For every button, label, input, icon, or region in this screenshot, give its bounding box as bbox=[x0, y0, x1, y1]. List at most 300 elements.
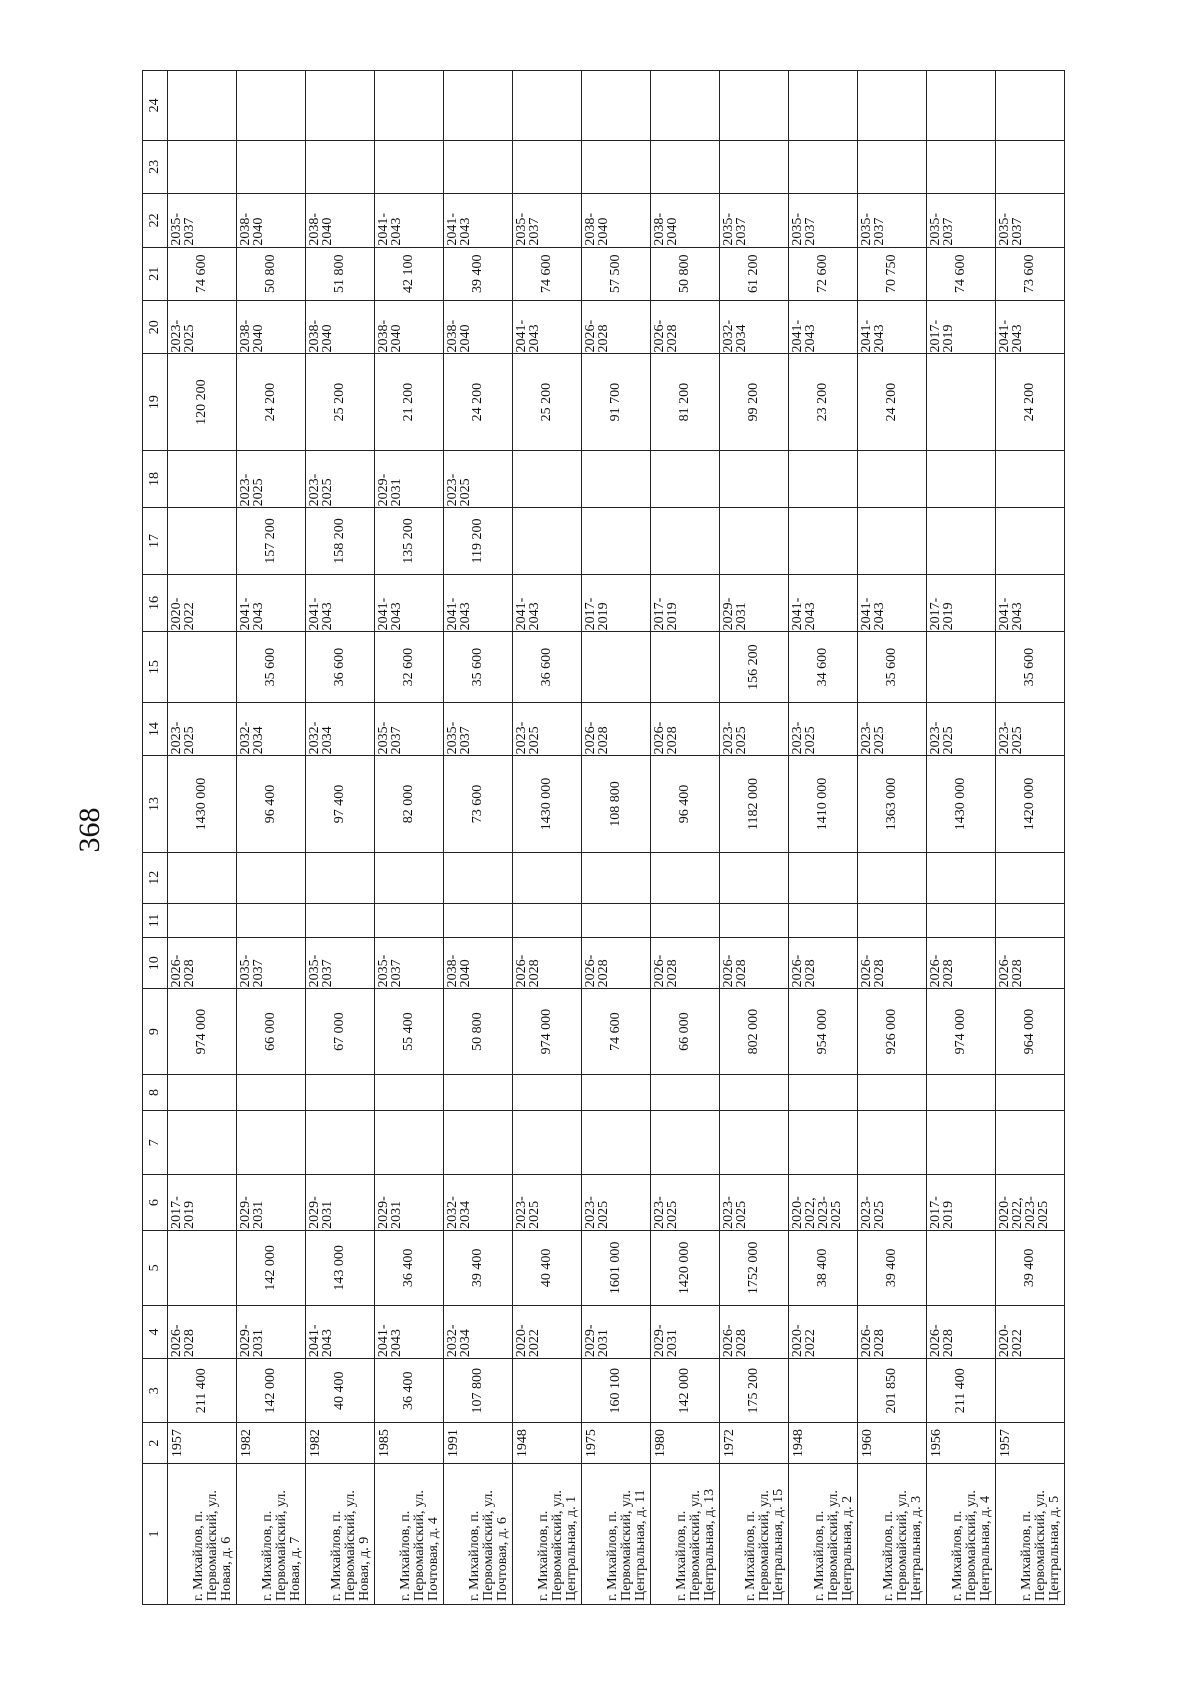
address-cell: г. Михайлов, п. Первомайский, ул. Новая, д. 6 bbox=[168, 1463, 237, 1604]
cell-col-13: 73 600 bbox=[444, 756, 513, 852]
cell-col-7 bbox=[444, 1111, 513, 1175]
cell-col-3: 201 850 bbox=[858, 1359, 927, 1423]
cell-col-6: 2023-2025 bbox=[858, 1175, 927, 1231]
cell-col-22: 2038-2040 bbox=[237, 194, 306, 247]
cell-col-24 bbox=[789, 71, 858, 141]
cell-col-16: 2041-2043 bbox=[237, 574, 306, 632]
cell-col-5: 36 400 bbox=[375, 1230, 444, 1305]
column-header-6: 6 bbox=[143, 1175, 168, 1231]
cell-col-8 bbox=[306, 1074, 375, 1110]
cell-col-4: 2029-2031 bbox=[582, 1305, 651, 1358]
cell-col-9: 802 000 bbox=[720, 989, 789, 1075]
cell-col-6: 2017-2019 bbox=[168, 1175, 237, 1231]
cell-col-4: 2029-2031 bbox=[651, 1305, 720, 1358]
cell-col-16: 2041-2043 bbox=[513, 574, 582, 632]
cell-col-6: 2017-2019 bbox=[927, 1175, 996, 1231]
cell-col-4: 2026-2028 bbox=[720, 1305, 789, 1358]
cell-col-7 bbox=[168, 1111, 237, 1175]
cell-col-22: 2035-2037 bbox=[996, 194, 1065, 247]
cell-col-18 bbox=[582, 450, 651, 508]
cell-col-24 bbox=[375, 71, 444, 141]
column-header-12: 12 bbox=[143, 852, 168, 903]
cell-col-19: 91 700 bbox=[582, 354, 651, 450]
cell-col-7 bbox=[927, 1111, 996, 1175]
column-header-8: 8 bbox=[143, 1074, 168, 1110]
cell-col-14: 2023-2025 bbox=[513, 702, 582, 755]
cell-col-16: 2020-2022 bbox=[168, 574, 237, 632]
cell-col-9: 974 000 bbox=[927, 989, 996, 1075]
address-cell: г. Михайлов, п. Первомайский, ул. Почтовая, д. 4 bbox=[375, 1463, 444, 1604]
cell-col-21: 73 600 bbox=[996, 247, 1065, 300]
cell-col-5: 39 400 bbox=[996, 1230, 1065, 1305]
table-row bbox=[720, 71, 789, 1605]
cell-col-19: 99 200 bbox=[720, 354, 789, 450]
cell-col-4: 2026-2028 bbox=[858, 1305, 927, 1358]
cell-col-5: 1420 000 bbox=[651, 1230, 720, 1305]
cell-col-11 bbox=[582, 903, 651, 937]
cell-col-15: 35 600 bbox=[237, 632, 306, 703]
cell-col-24 bbox=[168, 71, 237, 141]
cell-col-15: 36 600 bbox=[513, 632, 582, 703]
cell-col-15: 36 600 bbox=[306, 632, 375, 703]
cell-col-8 bbox=[927, 1074, 996, 1110]
cell-col-19: 21 200 bbox=[375, 354, 444, 450]
cell-col-21: 74 600 bbox=[513, 247, 582, 300]
cell-col-24 bbox=[996, 71, 1065, 141]
cell-col-14: 2023-2025 bbox=[996, 702, 1065, 755]
cell-col-2: 1956 bbox=[927, 1423, 996, 1464]
cell-col-18 bbox=[996, 450, 1065, 508]
cell-col-14: 2035-2037 bbox=[375, 702, 444, 755]
cell-col-9: 66 000 bbox=[237, 989, 306, 1075]
table-row bbox=[996, 71, 1065, 1605]
cell-col-4: 2032-2034 bbox=[444, 1305, 513, 1358]
cell-col-8 bbox=[168, 1074, 237, 1110]
cell-col-19: 25 200 bbox=[513, 354, 582, 450]
cell-col-5: 142 000 bbox=[237, 1230, 306, 1305]
cell-col-8 bbox=[237, 1074, 306, 1110]
table-row bbox=[306, 71, 375, 1605]
cell-col-13: 1430 000 bbox=[513, 756, 582, 852]
address-cell: г. Михайлов, п. Первомайский, ул. Новая, д. 9 bbox=[306, 1463, 375, 1604]
cell-col-24 bbox=[720, 71, 789, 141]
cell-col-20: 2041-2043 bbox=[858, 301, 927, 354]
cell-col-3: 211 400 bbox=[168, 1359, 237, 1423]
cell-col-23 bbox=[375, 140, 444, 193]
cell-col-24 bbox=[513, 71, 582, 141]
cell-col-20: 2038-2040 bbox=[237, 301, 306, 354]
cell-col-4: 2026-2028 bbox=[168, 1305, 237, 1358]
cell-col-2: 1991 bbox=[444, 1423, 513, 1464]
cell-col-10: 2026-2028 bbox=[858, 938, 927, 989]
table-row bbox=[582, 71, 651, 1605]
cell-col-20: 2026-2028 bbox=[651, 301, 720, 354]
cell-col-16: 2029-2031 bbox=[720, 574, 789, 632]
cell-col-12 bbox=[582, 852, 651, 903]
cell-col-24 bbox=[237, 71, 306, 141]
cell-col-7 bbox=[720, 1111, 789, 1175]
cell-col-8 bbox=[651, 1074, 720, 1110]
cell-col-17 bbox=[168, 508, 237, 574]
cell-col-24 bbox=[858, 71, 927, 141]
cell-col-19: 23 200 bbox=[789, 354, 858, 450]
cell-col-11 bbox=[513, 903, 582, 937]
table-row bbox=[858, 71, 927, 1605]
cell-col-14: 2023-2025 bbox=[789, 702, 858, 755]
cell-col-23 bbox=[858, 140, 927, 193]
cell-col-6: 2023-2025 bbox=[720, 1175, 789, 1231]
cell-col-18: 2029-2031 bbox=[375, 450, 444, 508]
table-row bbox=[513, 71, 582, 1605]
column-header-15: 15 bbox=[143, 632, 168, 703]
cell-col-24 bbox=[444, 71, 513, 141]
address-cell: г. Михайлов, п. Первомайский, ул. Центральная, д. 5 bbox=[996, 1463, 1065, 1604]
cell-col-4: 2026-2028 bbox=[927, 1305, 996, 1358]
cell-col-2: 1975 bbox=[582, 1423, 651, 1464]
cell-col-16: 2017-2019 bbox=[927, 574, 996, 632]
cell-col-16: 2017-2019 bbox=[582, 574, 651, 632]
cell-col-22: 2038-2040 bbox=[582, 194, 651, 247]
cell-col-22: 2035-2037 bbox=[858, 194, 927, 247]
cell-col-22: 2041-2043 bbox=[444, 194, 513, 247]
cell-col-20: 2038-2040 bbox=[444, 301, 513, 354]
column-header-5: 5 bbox=[143, 1230, 168, 1305]
cell-col-11 bbox=[651, 903, 720, 937]
cell-col-23 bbox=[927, 140, 996, 193]
cell-col-17 bbox=[720, 508, 789, 574]
cell-col-11 bbox=[720, 903, 789, 937]
column-header-13: 13 bbox=[143, 756, 168, 852]
cell-col-2: 1982 bbox=[237, 1423, 306, 1464]
cell-col-2: 1957 bbox=[168, 1423, 237, 1464]
table-row bbox=[237, 71, 306, 1605]
cell-col-17: 135 200 bbox=[375, 508, 444, 574]
cell-col-7 bbox=[375, 1111, 444, 1175]
cell-col-15: 34 600 bbox=[789, 632, 858, 703]
cell-col-8 bbox=[996, 1074, 1065, 1110]
cell-col-22: 2035-2037 bbox=[720, 194, 789, 247]
cell-col-12 bbox=[720, 852, 789, 903]
cell-col-18 bbox=[858, 450, 927, 508]
cell-col-2: 1985 bbox=[375, 1423, 444, 1464]
cell-col-13: 1182 000 bbox=[720, 756, 789, 852]
cell-col-9: 926 000 bbox=[858, 989, 927, 1075]
cell-col-10: 2026-2028 bbox=[582, 938, 651, 989]
cell-col-3: 142 000 bbox=[651, 1359, 720, 1423]
cell-col-23 bbox=[651, 140, 720, 193]
rotated-table-container bbox=[142, 70, 1062, 1605]
page-number: 368 bbox=[73, 807, 106, 853]
cell-col-6: 2029-2031 bbox=[375, 1175, 444, 1231]
column-header-11: 11 bbox=[143, 903, 168, 937]
cell-col-19 bbox=[927, 354, 996, 450]
cell-col-10: 2026-2028 bbox=[651, 938, 720, 989]
cell-col-23 bbox=[582, 140, 651, 193]
cell-col-9: 74 600 bbox=[582, 989, 651, 1075]
cell-col-20: 2038-2040 bbox=[375, 301, 444, 354]
cell-col-10: 2026-2028 bbox=[789, 938, 858, 989]
cell-col-22: 2038-2040 bbox=[306, 194, 375, 247]
cell-col-21: 70 750 bbox=[858, 247, 927, 300]
column-header-1: 1 bbox=[143, 1463, 168, 1604]
cell-col-4: 2020-2022 bbox=[513, 1305, 582, 1358]
cell-col-3: 160 100 bbox=[582, 1359, 651, 1423]
cell-col-5: 38 400 bbox=[789, 1230, 858, 1305]
cell-col-21: 50 800 bbox=[237, 247, 306, 300]
column-header-14: 14 bbox=[143, 702, 168, 755]
column-header-10: 10 bbox=[143, 938, 168, 989]
cell-col-3: 40 400 bbox=[306, 1359, 375, 1423]
cell-col-7 bbox=[858, 1111, 927, 1175]
cell-col-22: 2035-2037 bbox=[789, 194, 858, 247]
cell-col-5: 39 400 bbox=[444, 1230, 513, 1305]
cell-col-3 bbox=[996, 1359, 1065, 1423]
cell-col-6: 2029-2031 bbox=[237, 1175, 306, 1231]
address-cell: г. Михайлов, п. Первомайский, ул. Центральная, д. 1 bbox=[513, 1463, 582, 1604]
cell-col-10: 2026-2028 bbox=[996, 938, 1065, 989]
cell-col-24 bbox=[651, 71, 720, 141]
cell-col-7 bbox=[789, 1111, 858, 1175]
data-table bbox=[142, 70, 1065, 1605]
cell-col-2: 1957 bbox=[996, 1423, 1065, 1464]
cell-col-10: 2038-2040 bbox=[444, 938, 513, 989]
cell-col-2: 1972 bbox=[720, 1423, 789, 1464]
cell-col-15: 35 600 bbox=[858, 632, 927, 703]
cell-col-23 bbox=[789, 140, 858, 193]
cell-col-17: 158 200 bbox=[306, 508, 375, 574]
cell-col-7 bbox=[306, 1111, 375, 1175]
column-header-4: 4 bbox=[143, 1305, 168, 1358]
cell-col-10: 2026-2028 bbox=[513, 938, 582, 989]
cell-col-14: 2032-2034 bbox=[237, 702, 306, 755]
cell-col-20: 2026-2028 bbox=[582, 301, 651, 354]
cell-col-12 bbox=[444, 852, 513, 903]
cell-col-15 bbox=[927, 632, 996, 703]
cell-col-14: 2023-2025 bbox=[168, 702, 237, 755]
cell-col-18 bbox=[513, 450, 582, 508]
cell-col-22: 2035-2037 bbox=[168, 194, 237, 247]
cell-col-13: 1363 000 bbox=[858, 756, 927, 852]
cell-col-18: 2023-2025 bbox=[237, 450, 306, 508]
cell-col-9: 67 000 bbox=[306, 989, 375, 1075]
address-cell: г. Михайлов, п. Первомайский, ул. Центральная, д. 2 bbox=[789, 1463, 858, 1604]
cell-col-5: 40 400 bbox=[513, 1230, 582, 1305]
address-cell: г. Михайлов, п. Первомайский, ул. Почтовая, д. 6 bbox=[444, 1463, 513, 1604]
column-header-24: 24 bbox=[143, 71, 168, 141]
cell-col-15 bbox=[582, 632, 651, 703]
cell-col-12 bbox=[651, 852, 720, 903]
table-row bbox=[375, 71, 444, 1605]
cell-col-22: 2041-2043 bbox=[375, 194, 444, 247]
cell-col-14: 2026-2028 bbox=[582, 702, 651, 755]
cell-col-21: 74 600 bbox=[927, 247, 996, 300]
cell-col-16: 2041-2043 bbox=[996, 574, 1065, 632]
cell-col-17 bbox=[858, 508, 927, 574]
cell-col-17: 157 200 bbox=[237, 508, 306, 574]
cell-col-6: 2023-2025 bbox=[651, 1175, 720, 1231]
cell-col-18: 2023-2025 bbox=[306, 450, 375, 508]
column-header-3: 3 bbox=[143, 1359, 168, 1423]
cell-col-17 bbox=[651, 508, 720, 574]
cell-col-11 bbox=[996, 903, 1065, 937]
cell-col-8 bbox=[444, 1074, 513, 1110]
cell-col-2: 1948 bbox=[513, 1423, 582, 1464]
cell-col-15: 35 600 bbox=[996, 632, 1065, 703]
cell-col-12 bbox=[996, 852, 1065, 903]
cell-col-21: 61 200 bbox=[720, 247, 789, 300]
cell-col-11 bbox=[375, 903, 444, 937]
cell-col-21: 51 800 bbox=[306, 247, 375, 300]
cell-col-6: 2023-2025 bbox=[582, 1175, 651, 1231]
address-cell: г. Михайлов, п. Первомайский, ул. Центральная, д. 13 bbox=[651, 1463, 720, 1604]
cell-col-12 bbox=[789, 852, 858, 903]
cell-col-5: 1752 000 bbox=[720, 1230, 789, 1305]
cell-col-23 bbox=[720, 140, 789, 193]
cell-col-20: 2032-2034 bbox=[720, 301, 789, 354]
table-body bbox=[168, 71, 1065, 1605]
cell-col-17 bbox=[927, 508, 996, 574]
cell-col-9: 55 400 bbox=[375, 989, 444, 1075]
cell-col-13: 82 000 bbox=[375, 756, 444, 852]
cell-col-10: 2026-2028 bbox=[720, 938, 789, 989]
cell-col-2: 1982 bbox=[306, 1423, 375, 1464]
cell-col-6: 2029-2031 bbox=[306, 1175, 375, 1231]
cell-col-5 bbox=[168, 1230, 237, 1305]
cell-col-15 bbox=[651, 632, 720, 703]
cell-col-3 bbox=[513, 1359, 582, 1423]
cell-col-11 bbox=[168, 903, 237, 937]
cell-col-17 bbox=[996, 508, 1065, 574]
column-header-17: 17 bbox=[143, 508, 168, 574]
cell-col-16: 2041-2043 bbox=[789, 574, 858, 632]
cell-col-3: 107 800 bbox=[444, 1359, 513, 1423]
cell-col-8 bbox=[720, 1074, 789, 1110]
cell-col-4: 2020-2022 bbox=[789, 1305, 858, 1358]
cell-col-11 bbox=[306, 903, 375, 937]
table-row bbox=[651, 71, 720, 1605]
cell-col-21: 39 400 bbox=[444, 247, 513, 300]
cell-col-10: 2035-2037 bbox=[306, 938, 375, 989]
cell-col-14: 2026-2028 bbox=[651, 702, 720, 755]
cell-col-20: 2017-2019 bbox=[927, 301, 996, 354]
cell-col-14: 2023-2025 bbox=[927, 702, 996, 755]
cell-col-7 bbox=[996, 1111, 1065, 1175]
cell-col-5: 39 400 bbox=[858, 1230, 927, 1305]
cell-col-12 bbox=[858, 852, 927, 903]
cell-col-7 bbox=[582, 1111, 651, 1175]
cell-col-21: 57 500 bbox=[582, 247, 651, 300]
cell-col-5: 1601 000 bbox=[582, 1230, 651, 1305]
cell-col-8 bbox=[375, 1074, 444, 1110]
cell-col-6: 2023-2025 bbox=[513, 1175, 582, 1231]
address-cell: г. Михайлов, п. Первомайский, ул. Центральная, д. 15 bbox=[720, 1463, 789, 1604]
table-row bbox=[168, 71, 237, 1605]
cell-col-21: 42 100 bbox=[375, 247, 444, 300]
cell-col-18 bbox=[789, 450, 858, 508]
cell-col-15: 156 200 bbox=[720, 632, 789, 703]
cell-col-15: 35 600 bbox=[444, 632, 513, 703]
cell-col-23 bbox=[168, 140, 237, 193]
cell-col-10: 2026-2028 bbox=[927, 938, 996, 989]
cell-col-24 bbox=[582, 71, 651, 141]
cell-col-5: 143 000 bbox=[306, 1230, 375, 1305]
cell-col-10: 2035-2037 bbox=[375, 938, 444, 989]
cell-col-10: 2035-2037 bbox=[237, 938, 306, 989]
cell-col-6: 2032-2034 bbox=[444, 1175, 513, 1231]
cell-col-24 bbox=[306, 71, 375, 141]
cell-col-4: 2020-2022 bbox=[996, 1305, 1065, 1358]
cell-col-9: 50 800 bbox=[444, 989, 513, 1075]
cell-col-20: 2038-2040 bbox=[306, 301, 375, 354]
cell-col-19: 24 200 bbox=[444, 354, 513, 450]
cell-col-13: 1410 000 bbox=[789, 756, 858, 852]
cell-col-17 bbox=[582, 508, 651, 574]
column-header-9: 9 bbox=[143, 989, 168, 1075]
cell-col-20: 2041-2043 bbox=[996, 301, 1065, 354]
table-row bbox=[444, 71, 513, 1605]
cell-col-7 bbox=[513, 1111, 582, 1175]
cell-col-13: 1430 000 bbox=[168, 756, 237, 852]
cell-col-6: 2020-2022, 2023-2025 bbox=[789, 1175, 858, 1231]
cell-col-20: 2023-2025 bbox=[168, 301, 237, 354]
cell-col-11 bbox=[237, 903, 306, 937]
cell-col-12 bbox=[513, 852, 582, 903]
cell-col-9: 66 000 bbox=[651, 989, 720, 1075]
cell-col-13: 1430 000 bbox=[927, 756, 996, 852]
cell-col-8 bbox=[858, 1074, 927, 1110]
cell-col-8 bbox=[582, 1074, 651, 1110]
cell-col-4: 2041-2043 bbox=[375, 1305, 444, 1358]
cell-col-14: 2023-2025 bbox=[720, 702, 789, 755]
cell-col-4: 2029-2031 bbox=[237, 1305, 306, 1358]
cell-col-3: 175 200 bbox=[720, 1359, 789, 1423]
cell-col-16: 2041-2043 bbox=[858, 574, 927, 632]
cell-col-18 bbox=[720, 450, 789, 508]
table-row bbox=[789, 71, 858, 1605]
table-row bbox=[927, 71, 996, 1605]
cell-col-19: 24 200 bbox=[996, 354, 1065, 450]
cell-col-18 bbox=[168, 450, 237, 508]
cell-col-7 bbox=[651, 1111, 720, 1175]
cell-col-7 bbox=[237, 1111, 306, 1175]
cell-col-6: 2020-2022, 2023-2025 bbox=[996, 1175, 1065, 1231]
cell-col-11 bbox=[927, 903, 996, 937]
cell-col-11 bbox=[789, 903, 858, 937]
cell-col-8 bbox=[789, 1074, 858, 1110]
cell-col-23 bbox=[513, 140, 582, 193]
cell-col-11 bbox=[444, 903, 513, 937]
column-header-19: 19 bbox=[143, 354, 168, 450]
cell-col-16: 2041-2043 bbox=[444, 574, 513, 632]
column-header-22: 22 bbox=[143, 194, 168, 247]
cell-col-12 bbox=[927, 852, 996, 903]
cell-col-15: 32 600 bbox=[375, 632, 444, 703]
cell-col-13: 108 800 bbox=[582, 756, 651, 852]
cell-col-5 bbox=[927, 1230, 996, 1305]
cell-col-19: 81 200 bbox=[651, 354, 720, 450]
cell-col-10: 2026-2028 bbox=[168, 938, 237, 989]
cell-col-3: 211 400 bbox=[927, 1359, 996, 1423]
cell-col-24 bbox=[927, 71, 996, 141]
cell-col-13: 96 400 bbox=[651, 756, 720, 852]
cell-col-3: 142 000 bbox=[237, 1359, 306, 1423]
cell-col-23 bbox=[444, 140, 513, 193]
address-cell: г. Михайлов, п. Первомайский, ул. Центральная, д. 11 bbox=[582, 1463, 651, 1604]
column-header-2: 2 bbox=[143, 1423, 168, 1464]
cell-col-3: 36 400 bbox=[375, 1359, 444, 1423]
cell-col-23 bbox=[996, 140, 1065, 193]
header-row bbox=[143, 71, 168, 1605]
